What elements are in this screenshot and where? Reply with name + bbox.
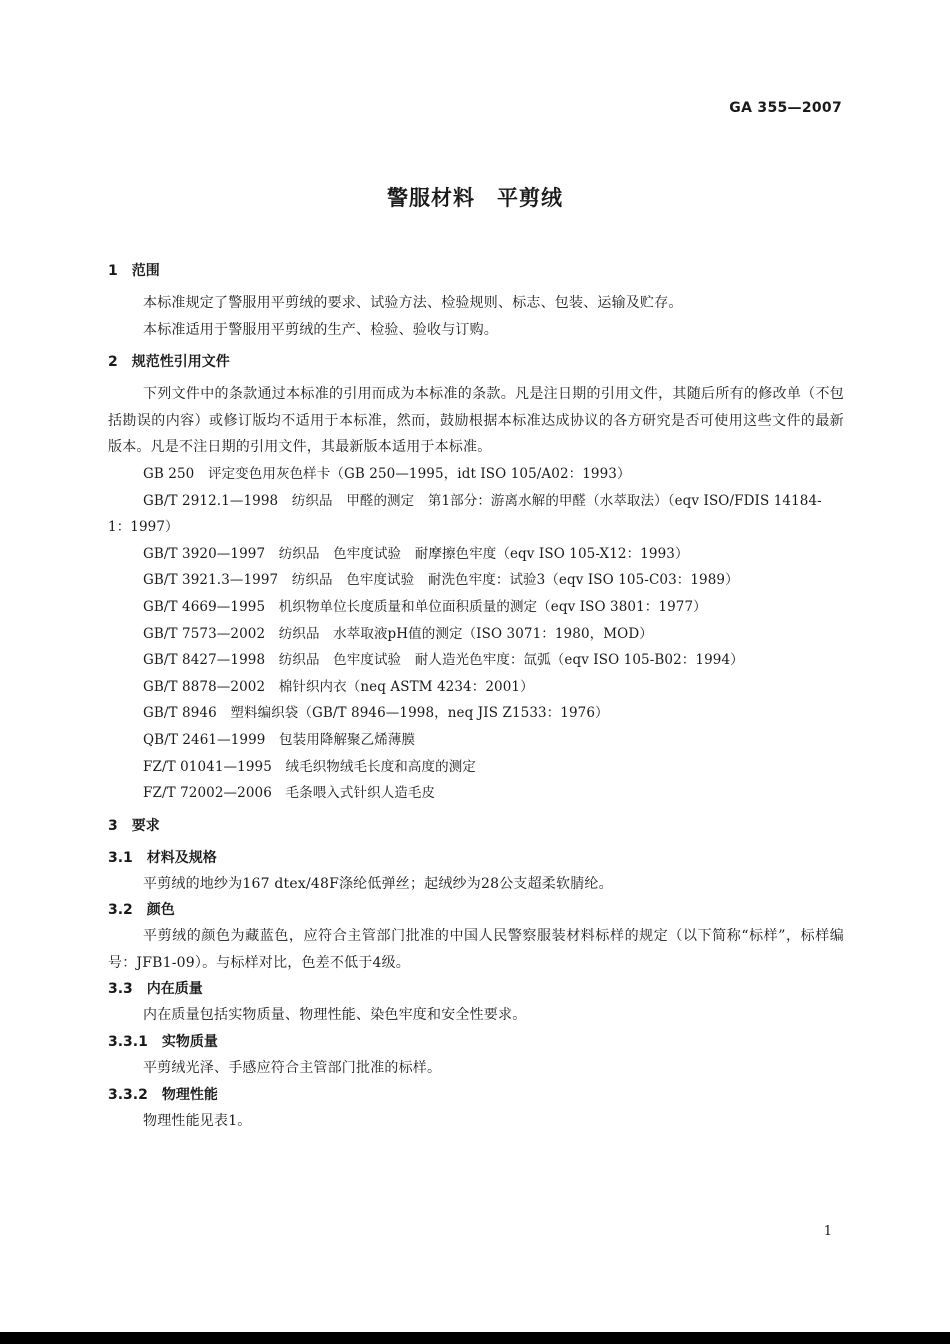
reference-item: FZ/T 01041—1995 绒毛织物绒毛长度和高度的测定 xyxy=(143,758,476,775)
reference-item: GB/T 8946 塑料编织袋（GB/T 8946—1998，neq JIS Z1533：1976） xyxy=(143,705,609,722)
section-3-3-2-paragraph: 物理性能见表1。 xyxy=(143,1112,252,1129)
reference-item: GB/T 4669—1995 机织物单位长度质量和单位面积质量的测定（eqv ISO 3801：1977） xyxy=(143,598,707,615)
reference-item: QB/T 2461—1999 包装用降解聚乙烯薄膜 xyxy=(143,731,416,748)
reference-item: GB/T 7573—2002 纺织品 水萃取液pH值的测定（ISO 3071：1980，MOD） xyxy=(143,625,653,642)
reference-item: GB/T 8427—1998 纺织品 色牢度试验 耐人造光色牢度：氙弧（eqv ISO 105-B02：1994） xyxy=(143,652,744,669)
document-title: 警服材料 平剪绒 xyxy=(387,186,563,210)
section-2-heading: 2 规范性引用文件 xyxy=(108,354,230,371)
reference-item: FZ/T 72002—2006 毛条喂入式针织人造毛皮 xyxy=(143,785,436,802)
section-1-heading: 1 范围 xyxy=(108,263,160,279)
reference-item: GB/T 3921.3—1997 纺织品 色牢度试验 耐洗色牢度：试验3（eqv ISO 105-C03：1989） xyxy=(143,572,739,589)
section-3-2-paragraph: 平剪绒的颜色为藏蓝色，应符合主管部门批准的中国人民警察服装材料标样的规定（以下简称“标样”，标样编号：JFB1-09）。与标样对比，色差不低于4级。 xyxy=(108,928,844,971)
section-3-3-1-paragraph: 平剪绒光泽、手感应符合主管部门批准的标样。 xyxy=(143,1060,442,1077)
section-3-1-heading: 3.1 材料及规格 xyxy=(108,849,217,866)
document-body xyxy=(108,258,844,1134)
section-3-3-2-heading: 3.3.2 物理性能 xyxy=(108,1086,218,1103)
reference-item: GB/T 3920—1997 纺织品 色牢度试验 耐摩擦色牢度（eqv ISO 105-X12：1993） xyxy=(143,545,689,562)
section-3-3-heading: 3.3 内在质量 xyxy=(108,981,203,998)
reference-item: GB/T 8878—2002 棉针织内衣（neq ASTM 4234：2001） xyxy=(143,678,534,695)
section-3-heading: 3 要求 xyxy=(108,817,160,834)
section-3-2-heading: 3.2 颜色 xyxy=(108,902,175,919)
section-1-paragraph-1: 本标准规定了警服用平剪绒的要求、试验方法、检验规则、标志、包装、运输及贮存。 xyxy=(143,295,683,311)
section-2-intro: 下列文件中的条款通过本标准的引用而成为本标准的条款。凡是注日期的引用文件，其随后所有的修改单（不包括勘误的内容）或修订版均不适用于本标准，然而，鼓励根据本标准达成协议的各方研究是否可使用这些文件的最新版本。凡是不注日期的引用文件，其最新版本适用于本标准。 xyxy=(108,386,844,456)
section-3-1-paragraph: 平剪绒的地纱为167 dtex/48F涤纶低弹丝；起绒纱为28公支超柔软腈纶。 xyxy=(143,875,613,892)
scan-edge-bar xyxy=(0,1332,950,1344)
section-1-paragraph-2: 本标准适用于警服用平剪绒的生产、检验、验收与订购。 xyxy=(143,321,498,338)
page-number: 1 xyxy=(823,1224,832,1239)
section-3-3-paragraph: 内在质量包括实物质量、物理性能、染色牢度和安全性要求。 xyxy=(143,1007,527,1024)
reference-item: GB/T 2912.1—1998 纺织品 甲醛的测定 第1部分：游离水解的甲醛（水萃取法）（eqv ISO/FDIS 14184-1：1997） xyxy=(108,492,822,536)
reference-item: GB 250 评定变色用灰色样卡（GB 250—1995，idt ISO 105/A02：1993） xyxy=(143,465,631,482)
section-3-3-1-heading: 3.3.1 实物质量 xyxy=(108,1034,218,1051)
standard-number: GA 355—2007 xyxy=(729,100,842,116)
